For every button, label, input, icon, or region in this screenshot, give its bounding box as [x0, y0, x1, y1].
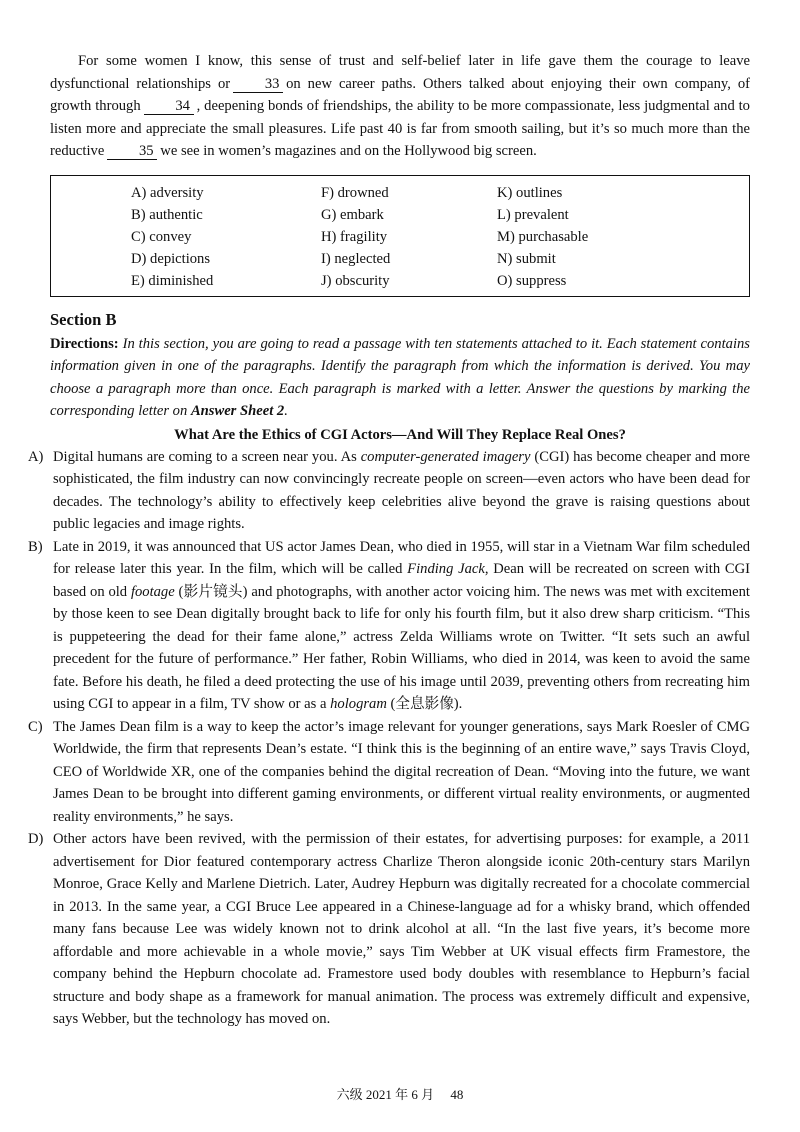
exam-page — [28, 50, 750, 1031]
word-option-n: N) submit — [497, 250, 556, 267]
paragraph-a-text-1: Digital humans are coming to a screen near you. As — [53, 448, 357, 465]
paragraph-b-italic-3: hologram — [330, 696, 387, 712]
word-option-b: B) authentic — [131, 206, 203, 223]
paragraph-a — [28, 446, 750, 536]
paragraph-b-text-3: (影片镜头) and photographs, with another actor voicing him. The news was met with excitement by those keen to see Dean digitally brought back to life for only his fourth film, but it also drew sharp criticism. “This is puppeteering the dead for their fame alone,” actress Zelda Williams wrote on Twitter. “It sets such an awful precedent for the future of performance.” Her father, Robin Williams, who died in 2014, was keen to avoid the same fate. Before his death, he filed a deed protecting the use of his image until 2039, preventing others from recreating him using CGI to appear in a film, TV show or as a — [53, 583, 750, 712]
word-option-d: D) depictions — [131, 250, 211, 267]
word-option-g: G) embark — [321, 206, 384, 223]
intro-text-4: we see in women’s magazines and on the Hollywood big screen. — [160, 143, 537, 159]
directions-label: Directions: — [50, 335, 119, 352]
paragraph-letter: B) — [28, 538, 43, 555]
paragraph-text — [53, 446, 750, 536]
blank-33: 33 — [233, 76, 283, 93]
paragraph-text: The James Dean film is a way to keep the actor’s image relevant for younger generations, says Mark Roesler of CMG Worldwide, the firm that represents Dean’s estate. “I think this is the beginning of an entire wave,” says Travis Cloyd, CEO of Worldwide XR, one of the companies behind the digital recreation of Dean. “Moving into the future, we want James Dean to be brought into different gaming environments, or different virtual reality environments, or augmented reality environments,” he says. — [53, 718, 750, 825]
paragraph-text — [53, 536, 750, 716]
paragraph-d — [28, 828, 750, 1031]
word-option-k: K) outlines — [497, 184, 563, 201]
paragraph-b — [28, 536, 750, 716]
paragraph-c — [28, 716, 750, 829]
paragraph-b-text-4: (全息影像). — [390, 696, 463, 712]
word-option-c: C) convey — [131, 228, 192, 245]
word-bank-box — [50, 175, 750, 297]
passage-title: What Are the Ethics of CGI Actors—And Will They Replace Real Ones? — [174, 426, 626, 443]
word-option-j: J) obscurity — [321, 272, 390, 289]
section-b-directions — [50, 333, 750, 423]
paragraph-b-italic-1: Finding Jack — [407, 561, 485, 577]
blank-35: 35 — [107, 143, 157, 160]
word-option-a: A) adversity — [131, 184, 204, 201]
word-bank-column-2 — [321, 182, 390, 292]
paragraph-a-text-2: (CGI) has become cheaper and more sophisticated, the film industry can now convincingly recreate people on screen—even actors who have been dead for decades. The technology’s ability to effectively keep celebrities alive beyond the grave is raising questions about public legacies and image rights. — [53, 448, 750, 532]
paragraph-letter: D) — [28, 831, 44, 847]
paragraph-b-italic-2: footage — [130, 583, 175, 600]
intro-paragraph — [50, 50, 750, 163]
paragraph-b-text-2: , Dean will be recreated on screen with CGI based on old — [53, 561, 750, 600]
paragraph-text: Other actors have been revived, with the permission of their estates, for advertising purposes: for example, a 2011 advertisement for Dior featured contemporary actress Charlize Theron alongside iconic 20th-century stars Marilyn Monroe, Grace Kelly and Marlene Dietrich. Later, Audrey Hepburn was digitally recreated for a chocolate commercial in 2013. In the same year, a CGI Bruce Lee appeared in a Chinese-language ad for a whisky brand, which offended many fans because Lee was widely known not to drink alcohol at all. “In the last five years, it’s become more affordable and more achievable in a whole movie,” says Tim Webber at UK visual effects firm Framestore, the company behind the Hepburn chocolate ad. Framestore used body doubles with resemblance to Hepburn’s facial structure and body shape as a framework for manual animation. The process was extremely difficult and expensive, says Webber, but the technology has moved on. — [53, 831, 750, 1027]
word-option-i: I) neglected — [321, 250, 391, 267]
word-option-m: M) purchasable — [497, 228, 589, 245]
paragraph-letter: A) — [28, 448, 44, 465]
paragraph-letter: C) — [28, 718, 43, 735]
word-option-h: H) fragility — [321, 228, 388, 245]
intro-text-1: For some women I know, this sense of trust and self-belief later in life gave them the courage to leave dysfunctional relationships or — [50, 53, 750, 92]
page-footer: 六级 2021 年 6 月 48 — [336, 1087, 464, 1102]
word-option-f: F) drowned — [321, 184, 389, 201]
section-b-title: Section B — [50, 309, 117, 329]
answer-sheet-label: Answer Sheet 2 — [190, 403, 285, 419]
paragraph-a-italic-1: computer-generated imagery — [360, 448, 531, 465]
word-bank-column-3 — [497, 182, 588, 292]
intro-text-2: on new career paths. Others talked about enjoying their own company, of growth through — [50, 75, 750, 114]
directions-text: In this section, you are going to read a passage with ten statements attached to it. Each statement contains information given in one of the paragraphs. Identify the paragraph from which the information is derived. You may choose a paragraph more than once. Each paragraph is marked with a letter. Answer the questions by marking the corresponding letter on — [50, 335, 750, 419]
intro-text-3: , deepening bonds of friendships, the ability to be more compassionate, less judgmental and to listen more and appreciate the small pleasures. Life past 40 is far from smooth sailing, but it’s so much more than the reductive — [50, 98, 750, 159]
paragraph-b-text-1: Late in 2019, it was announced that US actor James Dean, who died in 1955, will star in a Vietnam War film scheduled for release later this year. In the film, which will be called — [53, 538, 750, 577]
blank-34: 34 — [144, 98, 194, 115]
directions-end: . — [284, 403, 288, 419]
word-option-o: O) suppress — [497, 272, 567, 289]
word-option-e: E) diminished — [131, 272, 214, 289]
word-option-l: L) prevalent — [497, 206, 569, 223]
word-bank-column-1 — [131, 182, 213, 292]
